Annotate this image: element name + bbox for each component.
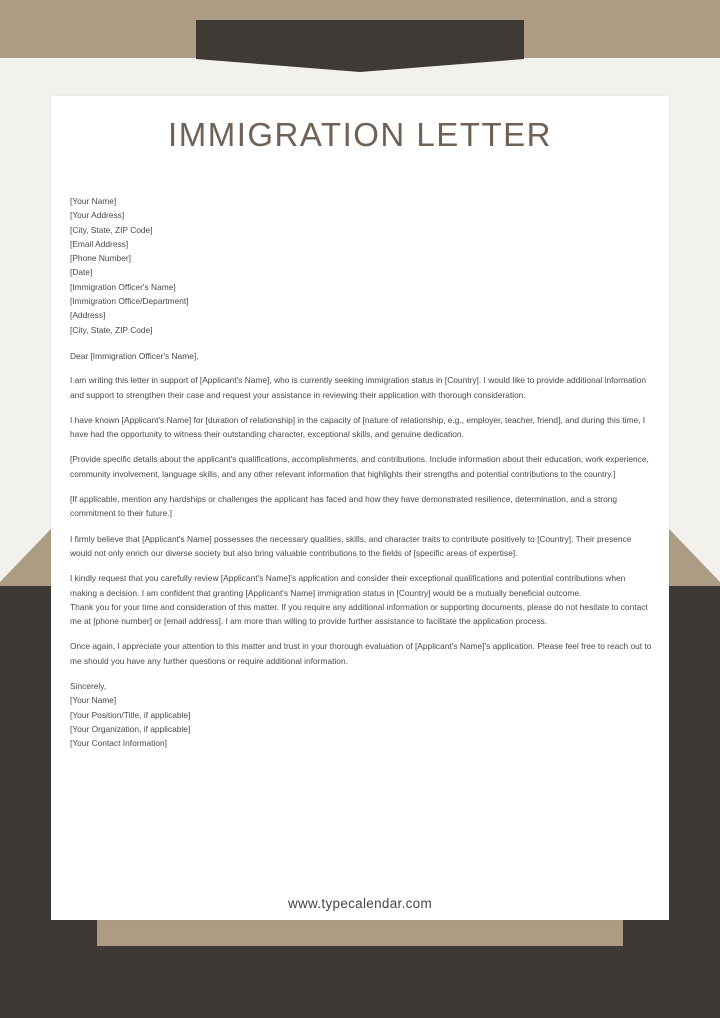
sender-line: [Your Address]	[70, 210, 125, 221]
letter-title: IMMIGRATION LETTER	[168, 116, 552, 153]
closing-block	[70, 679, 652, 750]
sender-line: [Email Address]	[70, 238, 129, 249]
closing-line: [Your Organization, if applicable]	[70, 723, 191, 734]
sender-line: [City, State, ZIP Code]	[70, 324, 153, 335]
closing-line: [Your Position/Title, if applicable]	[70, 709, 191, 720]
sender-line: [City, State, ZIP Code]	[70, 224, 153, 235]
top-tab-decoration	[196, 20, 524, 72]
sender-line: [Date]	[70, 267, 93, 278]
salutation: Dear [Immigration Officer's Name],	[70, 350, 199, 361]
paragraph: Thank you for your time and consideration of this matter. If you require any additional information or supporting documents, please do not hesitate to contact me at [phone number] or [email address]. I am more than willing to provide further assistance to facilitate the application process.	[70, 601, 648, 627]
sender-block	[70, 194, 652, 337]
closing-line: [Your Contact Information]	[70, 738, 167, 749]
sender-line: [Phone Number]	[70, 253, 131, 264]
paragraph: I have known [Applicant's Name] for [duration of relationship] in the capacity of [nature of relationship, e.g., employer, teacher, friend], and during this time, I have had the opportunity to witness their outstanding character, exceptional skills, and genuine dedication.	[70, 414, 646, 440]
paragraph: Once again, I appreciate your attention to this matter and trust in your thorough evaluation of [Applicant's Name]'s application. Please feel free to reach out to me should you have any further questions or require additional information.	[70, 641, 652, 666]
website-url: www.typecalendar.com	[287, 896, 433, 911]
sender-line: [Your Name]	[70, 196, 117, 206]
sender-line: [Immigration Officer's Name]	[70, 281, 176, 292]
paragraph: [Provide specific details about the applicant's qualifications, accomplishments, and contributions. Include information about their education, work experience, community involvement, language skills, and any other relevant information that highlights their strengths and potential contributions to the country.]	[70, 454, 649, 479]
closing-line: Sincerely,	[70, 681, 107, 692]
sender-line: [Address]	[70, 310, 106, 321]
paragraph: [If applicable, mention any hardships or challenges the applicant has faced and how they have demonstrated resilience, determination, and a strong commitment to their future.]	[70, 494, 618, 519]
letter-paper	[51, 96, 669, 920]
letter-body	[70, 194, 652, 751]
paragraph: I kindly request that you carefully review [Applicant's Name]'s application and consider their exceptional qualifications and potential contributions when making a decision. I am confident that granting [Applicant's Name] immigration status in [Country] would be a mutually beneficial outcome.	[70, 573, 626, 598]
paragraph: I am writing this letter in support of [Applicant's Name], who is currently seeking immigration status in [Country]. I would like to provide additional information and support to strengthen their case and request your assistance in reviewing their application with thorough consideration.	[70, 375, 647, 400]
closing-line: [Your Name]	[70, 695, 117, 706]
sender-line: [Immigration Office/Department]	[70, 296, 189, 307]
paragraph: I firmly believe that [Applicant's Name] possesses the necessary qualities, skills, and character traits to contribute positively to [Country]. Their presence would not only enrich our diverse society but also bring valuable contributions to the fields of [specific areas of expertise].	[70, 533, 632, 558]
